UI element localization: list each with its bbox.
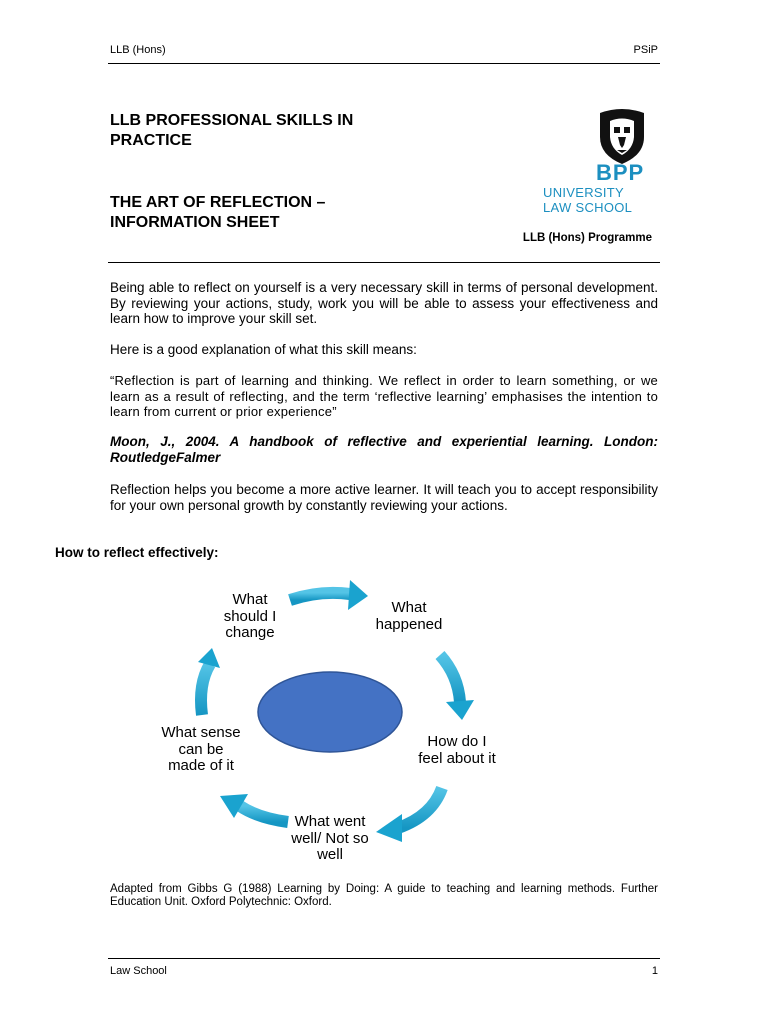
title-divider <box>108 262 660 263</box>
logo-line1: UNIVERSITY <box>543 185 625 200</box>
cycle-step-happened: What happened <box>375 599 443 633</box>
citation: Moon, J., 2004. A handbook of reflective and experiential learning. London: RoutledgeFalmer <box>110 434 658 465</box>
reflection-quote: “Reflection is part of learning and thinking. We reflect in order to learn something, or we learn as a result of reflecting, and the term ‘reflective learning’ emphasises the intention to learn from current or prior experience” <box>110 373 658 419</box>
bpp-lion-logo-icon <box>597 107 647 165</box>
page-title <box>110 111 430 151</box>
header-left: LLB (Hons) <box>110 44 166 56</box>
logo-wordmark: BPP <box>596 160 645 185</box>
cycle-step-went-well: What went well/ Not so well <box>291 813 369 863</box>
page-title-line2: PRACTICE <box>110 132 192 149</box>
page-subtitle-line2: INFORMATION SHEET <box>110 214 280 231</box>
active-learner-paragraph: Reflection helps you become a more active learner. It will teach you to accept responsibility for your own personal growth by constantly reviewing your actions. <box>110 482 658 513</box>
cycle-arrow-bottom-left-icon <box>220 794 288 822</box>
cycle-step-sense: What sense can be made of it <box>161 724 241 774</box>
intro-paragraph: Being able to reflect on yourself is a very necessary skill in terms of personal development. By reviewing your actions, study, work you will be able to assess your effectiveness and learn how to improve your skill set. <box>110 280 658 326</box>
explanation-paragraph: Here is a good explanation of what this skill means: <box>110 342 417 357</box>
footer-left: Law School <box>110 965 167 977</box>
page-subtitle-line1: THE ART OF REFLECTION – <box>110 194 326 211</box>
logo-line2: LAW SCHOOL <box>543 200 633 215</box>
footer-divider <box>108 958 660 959</box>
cycle-step-feel: How do I feel about it <box>418 733 496 767</box>
header-divider <box>108 63 660 64</box>
page-number: 1 <box>651 965 658 977</box>
page-subtitle <box>110 193 430 233</box>
cycle-arrow-bottom-right-icon <box>376 788 442 842</box>
cycle-arrow-right-icon <box>440 655 474 720</box>
cycle-center-ellipse <box>258 672 402 752</box>
cycle-arrow-left-icon <box>198 648 220 715</box>
cycle-arrow-top-icon <box>290 580 368 610</box>
cycle-step-change: What should I change <box>223 591 277 641</box>
page-title-line1: LLB PROFESSIONAL SKILLS IN <box>110 112 354 129</box>
header-right: PSiP <box>633 44 658 56</box>
programme-label: LLB (Hons) Programme <box>522 232 652 244</box>
section-heading: How to reflect effectively: <box>55 545 219 560</box>
source-note: Adapted from Gibbs G (1988) Learning by Doing: A guide to teaching and learning methods. Further Education Unit. Oxford Polytechnic: Oxford. <box>110 883 658 908</box>
